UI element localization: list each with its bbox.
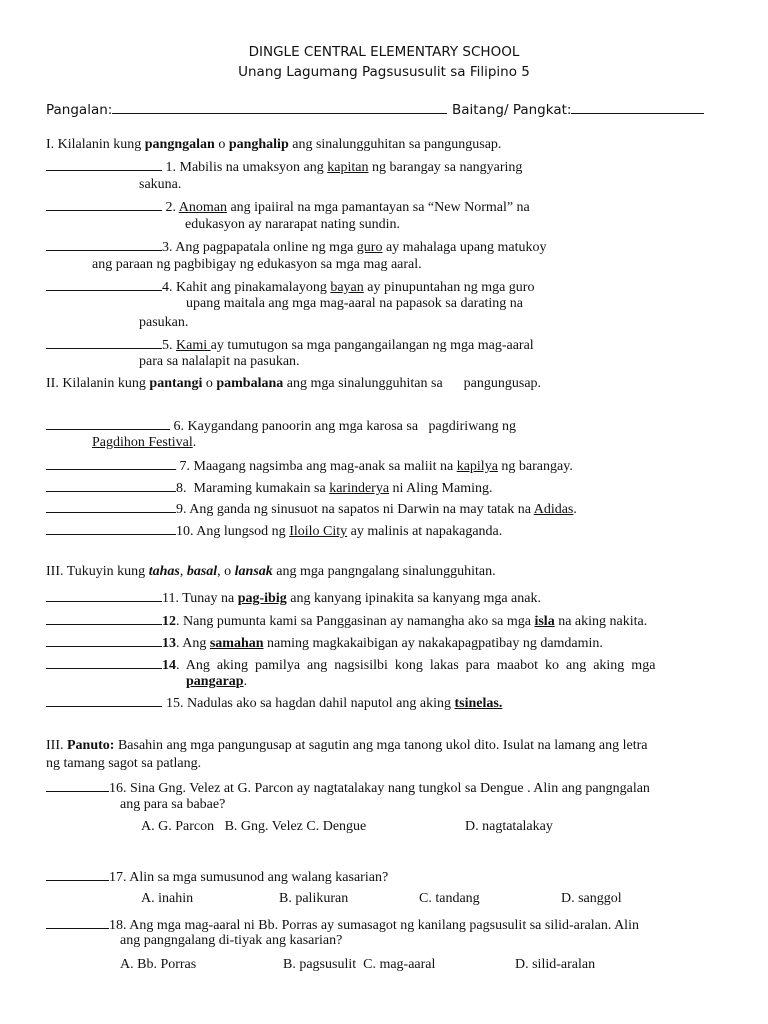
item-15: 15. Nadulas ako sa hagdan dahil naputol ang aking tsinelas. [46,693,502,712]
question-17: 17. Alin sa mga sumusunod ang walang kasarian? [46,867,388,886]
answer-blank[interactable] [46,655,162,669]
item-4-cont: upang maitala ang mga mag-aaral na papasok sa darating na [186,296,524,311]
q18-choice-a[interactable]: A. Bb. Porras [120,957,197,972]
q18-choices-bc[interactable]: B. pagsusulit C. mag-aaral [283,957,436,972]
item-12: 12. Nang pumunta kami sa Panggasinan ay namangha ako sa mga isla na aking nakita. [46,611,647,630]
answer-blank[interactable] [46,237,162,251]
item-1: 1. Mabilis na umaksyon ang kapitan ng barangay sa nangyaring [46,157,522,176]
school-name: DINGLE CENTRAL ELEMENTARY SCHOOL [248,44,520,60]
part4-instruction: III. Panuto: Basahin ang mga pangungusap at sagutin ang mga tanong ukol dito. Isulat na lamang ang letra [46,738,648,753]
question-18-cont: ang pangngalang di-tiyak ang kasarian? [120,933,343,948]
part1-instruction: I. Kilalanin kung pangngalan o panghalip ang sinalungguhitan sa pangungusap. [46,137,502,152]
answer-blank[interactable] [46,867,109,881]
exam-title: Unang Lagumang Pagsususulit sa Filipino 5 [238,64,530,80]
answer-blank[interactable] [46,693,162,707]
answer-blank[interactable] [46,277,162,291]
item-3: 3. Ang pagpapatala online ng mga guro ay mahalaga upang matukoy [46,237,547,256]
item-2-cont: edukasyon ay nararapat nating sundin. [185,217,400,232]
name-field[interactable] [46,100,447,119]
item-1-cont: sakuna. [139,177,182,192]
name-blank[interactable] [112,100,447,114]
item-11: 11. Tunay na pag-ibig ang kanyang ipinakita sa kanyang mga anak. [46,588,541,607]
item-14: 14. Ang aking pamilya ang nagsisilbi kong lakas para maabot ko ang aking mga [46,655,655,674]
q17-choice-b[interactable]: B. palikuran [279,891,349,906]
answer-blank[interactable] [46,588,162,602]
part4-instruction-cont: ng tamang sagot sa patlang. [46,756,202,771]
item-5: 5. Kami ay tumutugon sa mga pangangailangan ng mga mag-aaral [46,335,534,354]
q17-choice-c[interactable]: C. tandang [419,891,480,906]
item-2: 2. Anoman ang ipaiiral na mga pamantayan sa “New Normal” na [46,197,530,216]
part2-instruction: II. Kilalanin kung pantangi o pambalana ang mga sinalungguhitan sa pangungusap. [46,376,542,391]
item-4: 4. Kahit ang pinakamalayong bayan ay pinupuntahan ng mga guro [46,277,534,296]
answer-blank[interactable] [46,499,176,513]
grade-field[interactable] [452,100,704,119]
item-3-cont: ang paraan ng pagbibigay ng edukasyon sa mga mag aaral. [92,257,422,272]
answer-blank[interactable] [46,611,162,625]
item-13: 13. Ang samahan naming magkakaibigan ay nakakapagpatibay ng damdamin. [46,633,603,652]
answer-blank[interactable] [46,633,162,647]
item-7: 7. Maagang nagsimba ang mag-anak sa maliit na kapilya ng barangay. [46,456,573,475]
answer-blank[interactable] [46,335,162,349]
answer-blank[interactable] [46,521,176,535]
question-16-cont: ang para sa babae? [120,797,226,812]
question-16: 16. Sina Gng. Velez at G. Parcon ay nagtatalakay nang tungkol sa Dengue . Alin ang pangngalan [46,778,650,797]
q17-choice-a[interactable]: A. inahin [141,891,194,906]
item-9: 9. Ang ganda ng sinusuot na sapatos ni Darwin na may tatak na Adidas. [46,499,577,518]
answer-blank[interactable] [46,915,109,929]
answer-blank[interactable] [46,197,162,211]
grade-blank[interactable] [571,100,704,114]
q18-choice-d[interactable]: D. silid-aralan [515,957,596,972]
q16-choice-d[interactable]: D. nagtatalakay [465,819,553,834]
answer-blank[interactable] [46,456,176,470]
item-10: 10. Ang lungsod ng Iloilo City ay malinis at napakaganda. [46,521,502,540]
question-18: 18. Ang mga mag-aaral ni Bb. Porras ay sumasagot ng kanilang pagsusulit sa silid-aralan. Alin [46,915,639,934]
item-8: 8. Maraming kumakain sa karinderya ni Aling Maming. [46,478,493,497]
q17-choice-d[interactable]: D. sanggol [561,891,622,906]
item-4-cont2: pasukan. [139,315,189,330]
item-6-cont: Pagdihon Festival. [92,435,197,450]
answer-blank[interactable] [46,416,170,430]
item-14-cont: pangarap. [186,674,248,689]
item-6: 6. Kaygandang panoorin ang mga karosa sa pagdiriwang ng [46,416,516,435]
q16-choices-abc[interactable]: A. G. Parcon B. Gng. Velez C. Dengue [141,819,367,834]
answer-blank[interactable] [46,157,162,171]
item-5-cont: para sa nalalapit na pasukan. [139,354,300,369]
grade-label: Baitang/ Pangkat: [452,102,572,118]
answer-blank[interactable] [46,478,176,492]
name-label: Pangalan: [46,102,113,118]
answer-blank[interactable] [46,778,109,792]
part3-instruction: III. Tukuyin kung tahas, basal, o lansak ang mga pangngalang sinalungguhitan. [46,564,496,579]
